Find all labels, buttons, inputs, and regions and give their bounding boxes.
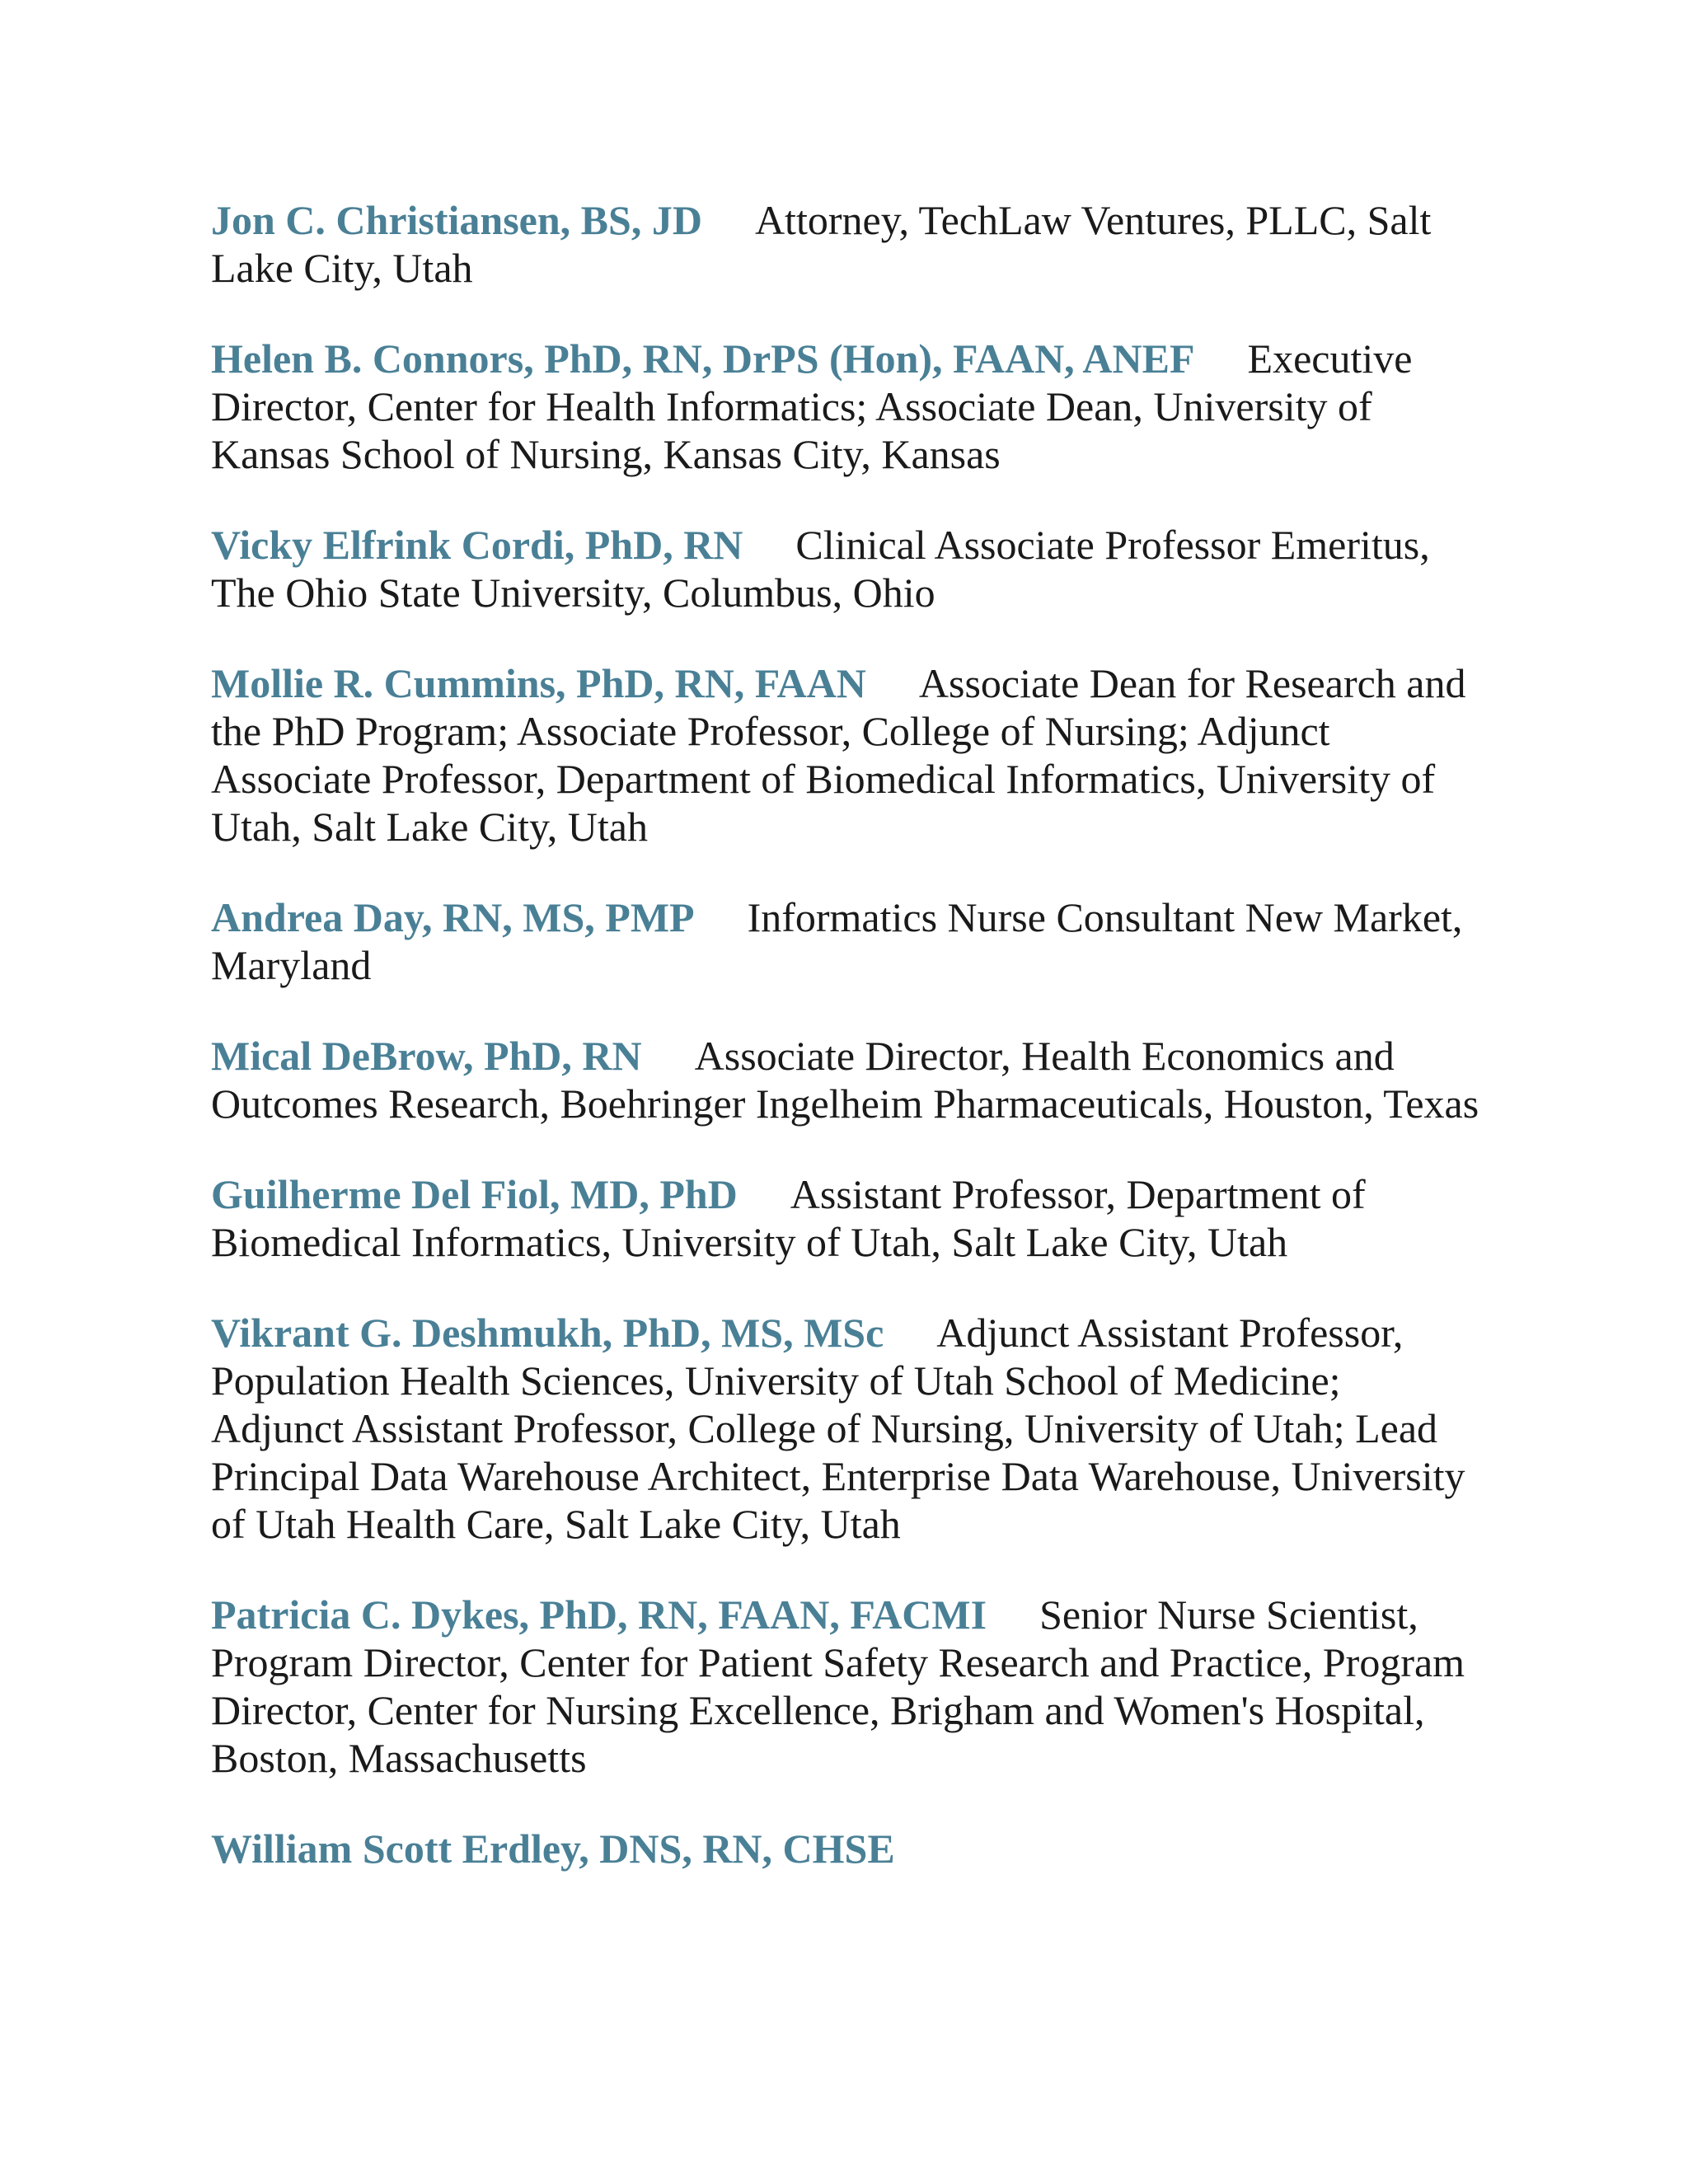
contributor-affiliation: Assistant Professor, Department of Biomedical Informatics, University of Utah, Salt Lake City, Utah bbox=[211, 1171, 1366, 1265]
contributor-name: Patricia C. Dykes, PhD, RN, FAAN, FACMI bbox=[211, 1591, 987, 1638]
contributor-entry bbox=[211, 1309, 1480, 1548]
contributor-entry bbox=[211, 335, 1480, 478]
contributor-name: Vicky Elfrink Cordi, PhD, RN bbox=[211, 522, 743, 568]
contributor-name: Guilherme Del Fiol, MD, PhD bbox=[211, 1171, 738, 1217]
contributor-name: Mical DeBrow, PhD, RN bbox=[211, 1033, 642, 1079]
contributor-entry bbox=[211, 521, 1480, 616]
contributor-affiliation: Associate Dean for Research and the PhD Program; Associate Professor, College of Nursing; Adjunct Associate Professor, Department of Biomedical Informatics, University of Utah, Salt Lake City, Utah bbox=[211, 660, 1466, 850]
contributor-affiliation: Clinical Associate Professor Emeritus, The Ohio State University, Columbus, Ohio bbox=[211, 522, 1430, 616]
contributor-name: William Scott Erdley, DNS, RN, CHSE bbox=[211, 1825, 895, 1872]
contributor-name: Andrea Day, RN, MS, PMP bbox=[211, 894, 695, 940]
contributor-name: Vikrant G. Deshmukh, PhD, MS, MSc bbox=[211, 1310, 884, 1356]
contributor-entry bbox=[211, 1591, 1480, 1782]
contributor-affiliation: Adjunct Assistant Professor, Population Health Sciences, University of Utah School of Medicine; Adjunct Assistant Professor, College of Nursing, University of Utah; Lead Principal Data Warehouse Architect, Enterprise Data Warehouse, University of Utah Health Care, Salt Lake City, Utah bbox=[211, 1310, 1465, 1547]
contributor-entry bbox=[211, 196, 1480, 292]
contributor-name: Mollie R. Cummins, PhD, RN, FAAN bbox=[211, 660, 866, 706]
contributor-entry bbox=[211, 1170, 1480, 1266]
contributor-name: Helen B. Connors, PhD, RN, DrPS (Hon), FAAN, ANEF bbox=[211, 335, 1195, 382]
contributor-affiliation: Senior Nurse Scientist, Program Director, Center for Patient Safety Research and Practice, Program Director, Center for Nursing Excellence, Brigham and Women's Hospital, Boston, Massachusetts bbox=[211, 1591, 1465, 1781]
contributor-entry bbox=[211, 659, 1480, 851]
contributors-list bbox=[211, 196, 1480, 1915]
contributor-affiliation: Informatics Nurse Consultant New Market, Maryland bbox=[211, 894, 1463, 988]
contributor-affiliation: Associate Director, Health Economics and Outcomes Research, Boehringer Ingelheim Pharmaceuticals, Houston, Texas bbox=[211, 1033, 1479, 1127]
contributor-entry bbox=[211, 893, 1480, 989]
contributor-entry bbox=[211, 1032, 1480, 1127]
contributor-affiliation: Executive Director, Center for Health Informatics; Associate Dean, University of Kansas School of Nursing, Kansas City, Kansas bbox=[211, 335, 1413, 477]
contributor-affiliation: Attorney, TechLaw Ventures, PLLC, Salt Lake City, Utah bbox=[211, 197, 1432, 291]
contributor-entry bbox=[211, 1825, 1480, 1872]
contributor-name: Jon C. Christiansen, BS, JD bbox=[211, 197, 702, 243]
